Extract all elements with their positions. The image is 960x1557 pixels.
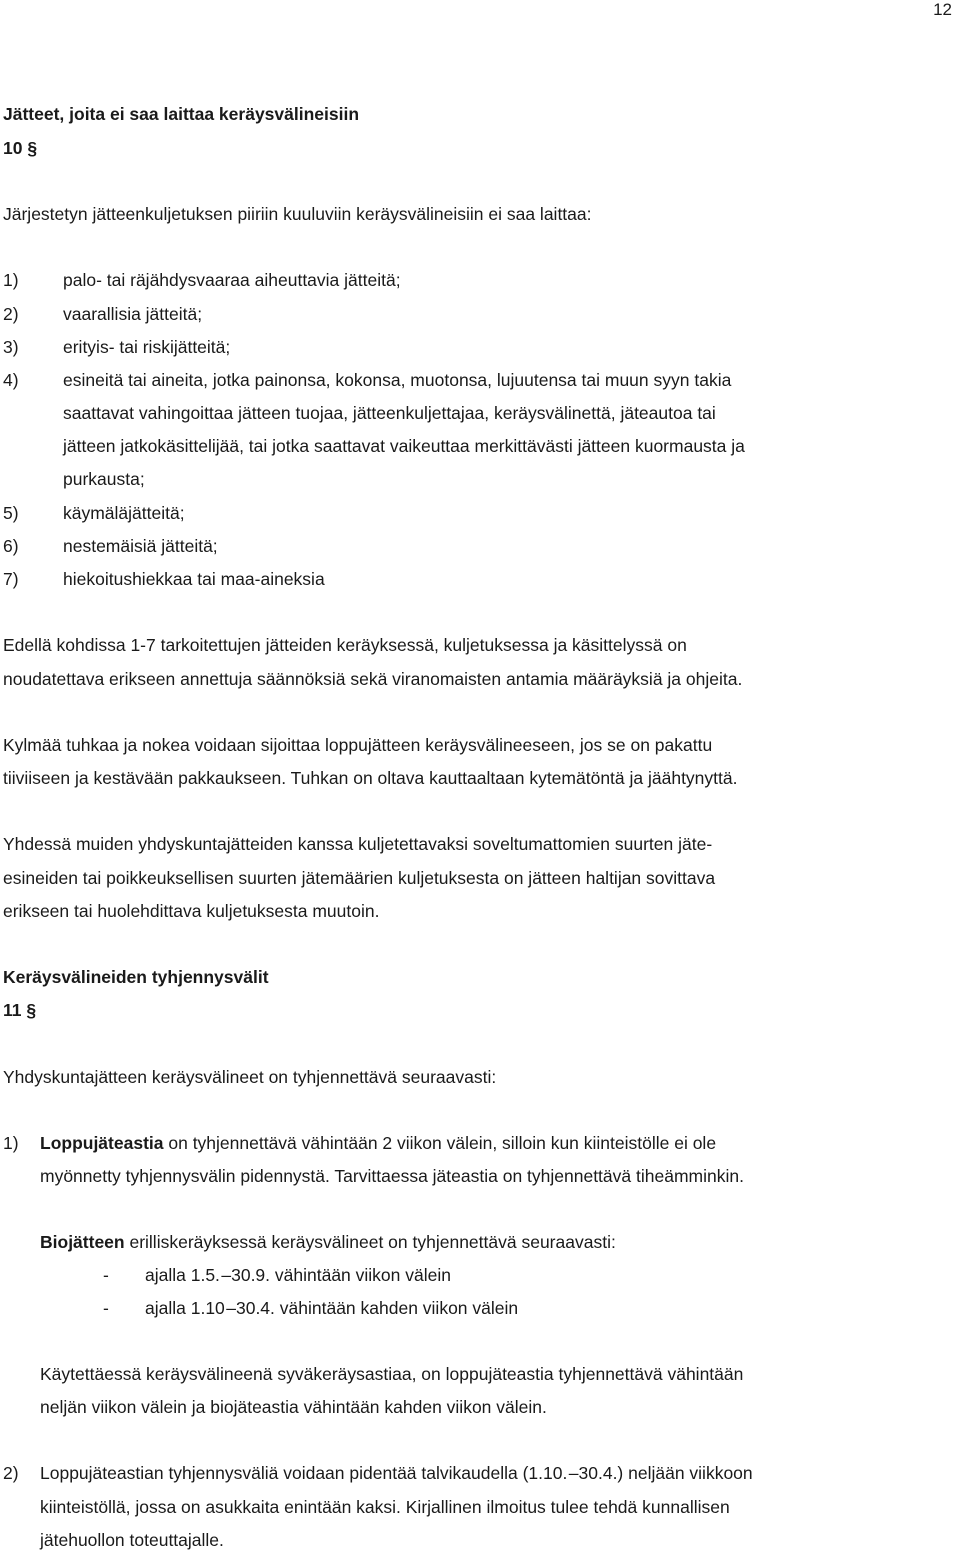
bio-bold-term: Biojätteen	[40, 1232, 125, 1252]
item-bold-term: Loppujäteastia	[40, 1133, 164, 1153]
paragraph-line: neljän viikon välein ja biojäteastia vähintään kahden viikon välein.	[40, 1397, 547, 1417]
sub-list-item	[103, 1298, 518, 1319]
paragraph-line: Edellä kohdissa 1-7 tarkoitettujen jätteiden keräyksessä, kuljetuksessa ja käsittelyssä on	[3, 635, 687, 655]
item-number: 6)	[3, 536, 19, 556]
sub-item-text: ajalla 1.10 –30.4. vähintään kahden viikon välein	[145, 1298, 519, 1318]
list-item	[3, 304, 202, 325]
item-text: Loppujäteastian tyhjennysväliä voidaan pidentää talvikaudella (1.10. –30.4.) neljään viikkoon	[40, 1463, 753, 1483]
paragraph-number: 10 §	[3, 138, 38, 158]
list-item	[3, 569, 325, 590]
item-text: käymäläjätteitä;	[63, 503, 185, 523]
intro-text: Järjestetyn jätteenkuljetuksen piiriin kuuluviin keräysvälineisiin ei saa laittaa:	[3, 204, 592, 224]
item-number: 4)	[3, 370, 19, 390]
intro-text: Yhdyskuntajätteen keräysvälineet on tyhjennettävä seuraavasti:	[3, 1067, 497, 1087]
paragraph-line: tiiviiseen ja kestävään pakkaukseen. Tuhkan on oltava kauttaaltaan kytemätöntä ja jäähtynyttä.	[3, 768, 738, 788]
item-text: esineitä tai aineita, jotka painonsa, kokonsa, muotonsa, lujuutensa tai muun syyn takia	[63, 370, 732, 390]
list-item	[3, 370, 731, 391]
section-heading: Jätteet, joita ei saa laittaa keräysvälineisiin	[3, 104, 360, 124]
list-item	[3, 1463, 753, 1484]
item-text-continued: jätteen jatkokäsittelijää, tai jotka saattavat vaikeuttaa merkittävästi jätteen kuormausta ja	[63, 436, 745, 456]
paragraph-line: erikseen tai huolehdittava kuljetuksesta muutoin.	[3, 901, 380, 921]
paragraph-line: Käytettäessä keräysvälineenä syväkeräysastiaa, on loppujäteastia tyhjennettävä vähintään	[40, 1364, 744, 1384]
item-text-continued: jätehuollon toteuttajalle.	[40, 1530, 224, 1550]
sub-item-text: ajalla 1.5. –30.9. vähintään viikon välein	[145, 1265, 451, 1285]
paragraph-line: noudatettava erikseen annettuja säännöksiä sekä viranomaisten antamia määräyksiä ja ohjeita.	[3, 669, 743, 689]
item-text: hiekoitushiekkaa tai maa-aineksia	[63, 569, 325, 589]
item-number: 3)	[3, 337, 19, 357]
item-number: 7)	[3, 569, 19, 589]
paragraph-number: 11 §	[3, 1000, 37, 1020]
paragraph-line: Kylmää tuhkaa ja nokea voidaan sijoittaa loppujätteen keräysvälineeseen, jos se on pakattu	[3, 735, 713, 755]
item-text-continued: myönnetty tyhjennysvälin pidennystä. Tarvittaessa jäteastia on tyhjennettävä tiheämminkin.	[40, 1166, 744, 1186]
dash-bullet: -	[103, 1298, 109, 1318]
item-number: 2)	[3, 304, 19, 324]
paragraph-line: esineiden tai poikkeuksellisen suurten jätemäärien kuljetuksesta on jätteen haltijan sovittava	[3, 868, 716, 888]
item-text-continued: saattavat vahingoittaa jätteen tuojaa, jätteenkuljettajaa, keräysvälinettä, jäteautoa tai	[63, 403, 716, 423]
list-item	[3, 503, 185, 524]
item-number: 5)	[3, 503, 19, 523]
section-heading: Keräysvälineiden tyhjennysvälit	[3, 967, 269, 987]
paragraph-line: Yhdessä muiden yhdyskuntajätteiden kanssa kuljetettavaksi soveltumattomien suurten jäte-	[3, 834, 713, 854]
item-text-continued: kiinteistöllä, jossa on asukkaita enintään kaksi. Kirjallinen ilmoitus tulee tehdä kunnallisen	[40, 1497, 730, 1517]
item-text: palo- tai räjähdysvaaraa aiheuttavia jätteitä;	[63, 270, 401, 290]
page-number: 12	[933, 0, 952, 19]
sub-list-item	[103, 1265, 451, 1286]
item-text: nestemäisiä jätteitä;	[63, 536, 218, 556]
item-number: 1)	[3, 1133, 19, 1153]
dash-bullet: -	[103, 1265, 109, 1285]
list-item	[3, 270, 401, 291]
item-text: on tyhjennettävä vähintään 2 viikon välein, silloin kun kiinteistölle ei ole	[163, 1133, 717, 1153]
bio-intro	[40, 1232, 616, 1253]
item-text: vaarallisia jätteitä;	[63, 304, 203, 324]
item-text-continued: purkausta;	[63, 469, 145, 489]
list-item	[3, 1133, 716, 1154]
item-text: erityis- tai riskijätteitä;	[63, 337, 231, 357]
item-number: 2)	[3, 1463, 19, 1483]
item-number: 1)	[3, 270, 19, 290]
bio-text: erilliskeräyksessä keräysvälineet on tyhjennettävä seuraavasti:	[124, 1232, 616, 1252]
list-item	[3, 536, 218, 557]
list-item	[3, 337, 230, 358]
